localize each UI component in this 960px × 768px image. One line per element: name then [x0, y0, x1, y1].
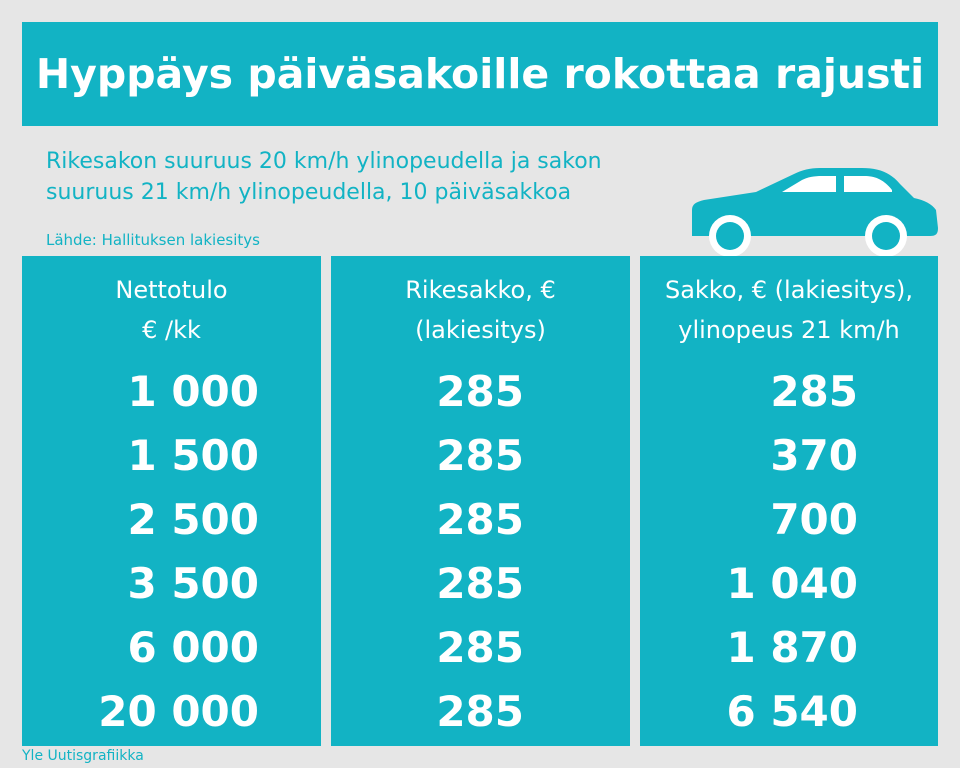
column-header-line-1: Nettotulo [115, 276, 228, 304]
column-header [22, 270, 321, 350]
table-cell: 285 [436, 687, 524, 736]
table-cell: 285 [436, 623, 524, 672]
table-cell: 6 000 [127, 623, 259, 672]
credit-footer: Yle Uutisgrafiikka [22, 748, 144, 764]
value-list [22, 360, 321, 744]
page-title: Hyppäys päiväsakoille rokottaa rajusti [35, 50, 925, 98]
table-cell: 1 040 [726, 559, 858, 608]
table-cell: 1 500 [127, 431, 259, 480]
table-cell: 3 500 [127, 559, 259, 608]
column-header-line-2: ylinopeus 21 km/h [678, 316, 900, 344]
table-cell: 285 [436, 431, 524, 480]
value-list [640, 360, 938, 744]
subtitle-line-1: Rikesakon suuruus 20 km/h ylinopeudella ja sakon [46, 149, 602, 174]
value-list [331, 360, 630, 744]
table-cell: 20 000 [98, 687, 259, 736]
column-header-line-1: Sakko, € (lakiesitys), [664, 276, 914, 304]
table-cell: 700 [770, 495, 858, 544]
table-cell: 1 870 [726, 623, 858, 672]
column-sakko [640, 256, 938, 746]
table-cell: 1 000 [127, 367, 259, 416]
subtitle [46, 146, 766, 208]
table-cell: 2 500 [127, 495, 259, 544]
table-cell: 285 [436, 559, 524, 608]
table-cell: 285 [436, 495, 524, 544]
column-header-line-1: Rikesakko, € [405, 276, 556, 304]
column-header-line-2: (lakiesitys) [415, 316, 546, 344]
table-cell: 370 [770, 431, 858, 480]
column-header-line-2: € /kk [142, 316, 201, 344]
subtitle-line-2: suuruus 21 km/h ylinopeudella, 10 päiväsakkoa [46, 180, 572, 205]
source-note: Lähde: Hallituksen lakiesitys [46, 231, 260, 249]
title-banner [22, 22, 938, 126]
column-rikesakko [331, 256, 630, 746]
column-header [640, 270, 938, 350]
column-nettotulo [22, 256, 321, 746]
column-header [331, 270, 630, 350]
table-cell: 285 [770, 367, 858, 416]
table-cell: 285 [436, 367, 524, 416]
table-cell: 6 540 [726, 687, 858, 736]
car-icon [686, 162, 942, 258]
